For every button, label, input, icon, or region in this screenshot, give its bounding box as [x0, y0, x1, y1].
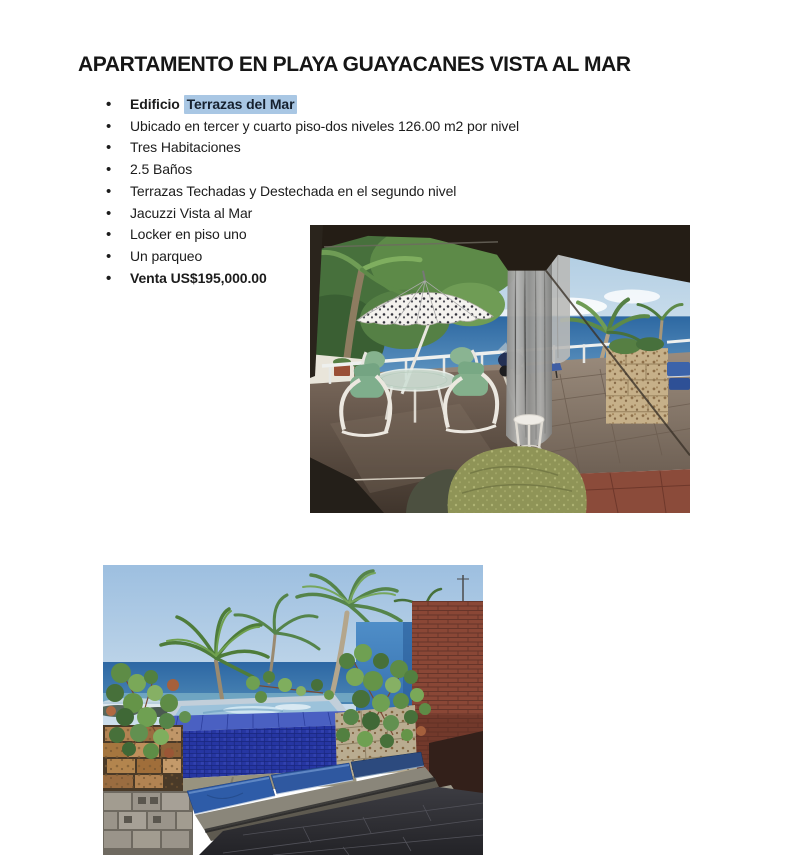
page-title: APARTAMENTO EN PLAYA GUAYACANES VISTA AL MAR — [78, 53, 631, 76]
list-item: • Un parqueo — [130, 246, 519, 268]
jacuzzi-photo — [103, 565, 483, 855]
highlighted-text: Terrazas del Mar — [184, 95, 298, 114]
list-item-text: Edificio — [130, 96, 184, 112]
list-item — [130, 94, 519, 116]
terrace-photo-illustration — [310, 225, 690, 513]
list-item: • Ubicado en tercer y cuarto piso-dos niveles 126.00 m2 por nivel — [130, 116, 519, 138]
jacuzzi-photo-illustration — [103, 565, 483, 855]
coral-stone-pillar — [606, 337, 668, 423]
list-item: • Locker en piso uno — [130, 224, 519, 246]
list-item: • Jacuzzi Vista al Mar — [130, 203, 519, 225]
list-item: • 2.5 Baños — [130, 159, 519, 181]
list-item: • Venta US$195,000.00 — [130, 268, 519, 290]
list-item: • Tres Habitaciones — [130, 137, 519, 159]
list-item: • Terrazas Techadas y Destechada en el segundo nivel — [130, 181, 519, 203]
terrace-photo — [310, 225, 690, 513]
